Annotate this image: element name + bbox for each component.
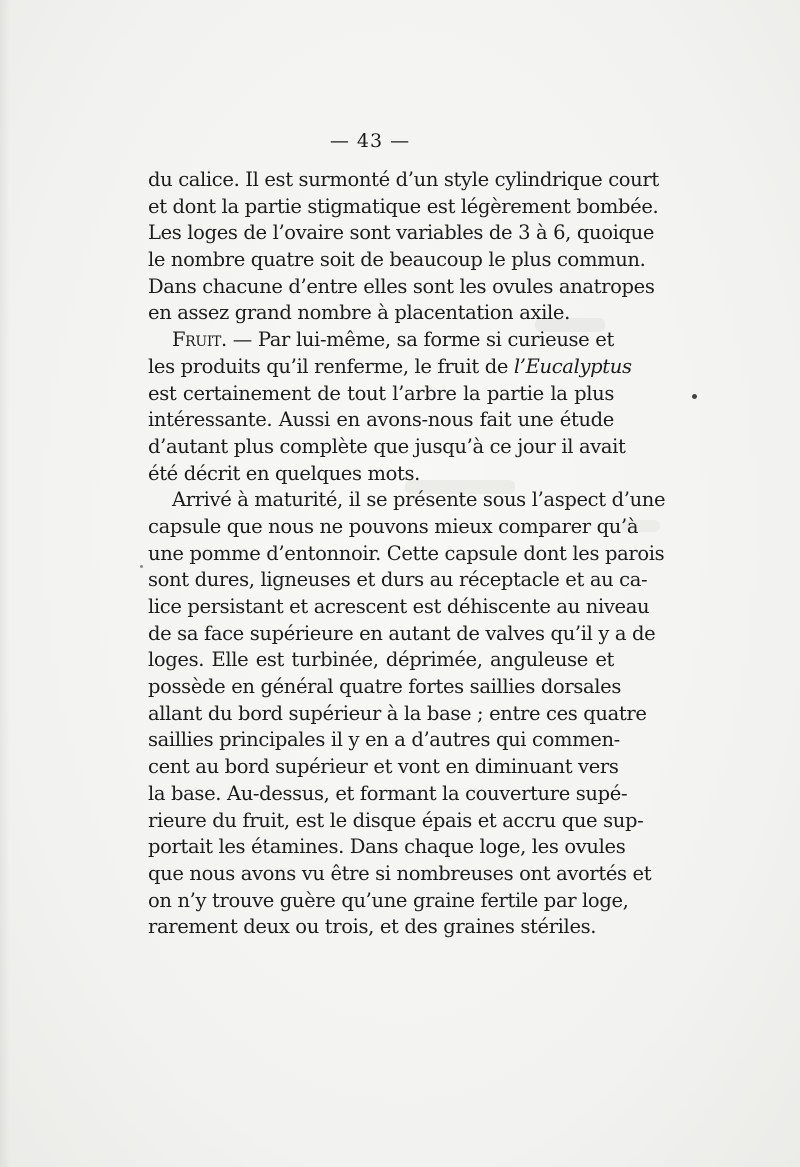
page-number: — 43 — <box>329 130 411 152</box>
text-segment: d’autant plus complète que jusqu’à ce jour il avait <box>148 434 626 458</box>
text-line <box>148 434 626 461</box>
text-segment: portait les étamines. Dans chaque loge, les ovules <box>148 835 626 859</box>
text-line <box>148 727 620 754</box>
text-line <box>148 194 659 221</box>
text-segment: du calice. Il est surmonté d’un style cylindrique court <box>148 168 659 191</box>
text-segment: rieure du fruit, est le disque épais et accru que sup- <box>148 808 644 832</box>
text-line <box>148 567 648 594</box>
text-line <box>148 914 614 941</box>
text-line <box>148 220 655 247</box>
text-segment: est certainement de tout l’arbre la partie la plus <box>148 381 614 405</box>
text-line <box>148 754 619 781</box>
text-segment: les produits qu’il renferme, le fruit de <box>148 354 514 378</box>
text-line <box>148 888 629 915</box>
text-line <box>148 247 646 274</box>
text-segment: une pomme d’entonnoir. Cette capsule dont les parois <box>148 541 665 565</box>
text-segment: cent au bord supérieur et vont en diminuant vers <box>148 755 619 779</box>
text-line <box>148 514 639 541</box>
text-segment: le nombre quatre soit de beaucoup le plus commun. <box>148 248 646 272</box>
text-line <box>148 300 614 327</box>
italic-term: l’Eucalyptus <box>513 354 632 378</box>
text-line <box>148 167 659 194</box>
body-text <box>148 167 666 941</box>
text-line <box>148 487 666 514</box>
text-segment: Arrivé à maturité, il se présente sous l’aspect d’une <box>172 488 666 512</box>
text-segment: lice persistant et acrescent est déhiscente au niveau <box>148 595 650 618</box>
text-line <box>148 461 614 488</box>
ink-speck <box>140 565 143 568</box>
text-segment: que nous avons vu être si nombreuses ont avortés et <box>148 861 652 885</box>
text-line <box>148 861 652 888</box>
text-segment: de sa face supérieure en autant de valves qu’il y a de <box>148 621 656 645</box>
text-line <box>148 674 622 701</box>
text-line <box>148 354 632 381</box>
text-line <box>148 541 665 568</box>
text-segment: sont dures, ligneuses et durs au réceptacle et au ca- <box>148 568 648 592</box>
text-segment: été décrit en quelques mots. <box>148 461 421 485</box>
text-line <box>148 701 647 728</box>
text-segment: possède en général quatre fortes saillies dorsales <box>148 675 622 699</box>
text-segment: intéressante. Aussi en avons-nous fait une étude <box>148 408 614 432</box>
text-segment: loges. Elle est turbinée, déprimée, anguleuse et <box>148 648 614 672</box>
text-line <box>148 274 655 301</box>
text-segment: en assez grand nombre à placentation axile. <box>148 301 570 325</box>
text-segment: — Par lui-même, sa forme si curieuse et <box>226 328 614 352</box>
text-line <box>148 327 614 354</box>
section-heading: Fruit. <box>172 328 227 352</box>
ink-speck <box>692 394 697 399</box>
text-line <box>148 407 614 434</box>
text-segment: saillies principales il y en a d’autres qui commen- <box>148 728 620 752</box>
text-line <box>148 808 644 835</box>
text-segment: Les loges de l’ovaire sont variables de 3 à 6, quoique <box>148 221 655 245</box>
text-line <box>148 381 614 408</box>
text-segment: Dans chacune d’entre elles sont les ovules anatropes <box>148 274 655 298</box>
text-segment: rarement deux ou trois, et des graines stériles. <box>148 915 597 939</box>
text-line <box>148 781 628 808</box>
page-edge-shadow <box>0 0 10 1167</box>
text-segment: capsule que nous ne pouvons mieux comparer qu’à <box>148 514 639 538</box>
text-line <box>148 834 626 861</box>
text-line <box>148 621 656 648</box>
text-segment: on n’y trouve guère qu’une graine fertile par loge, <box>148 888 629 912</box>
text-segment: allant du bord supérieur à la base ; entre ces quatre <box>148 701 647 725</box>
text-segment: la base. Au-dessus, et formant la couverture supé- <box>148 781 628 805</box>
text-line <box>148 647 614 674</box>
text-segment: et dont la partie stigmatique est légèrement bombée. <box>148 194 659 218</box>
text-line <box>148 594 650 621</box>
